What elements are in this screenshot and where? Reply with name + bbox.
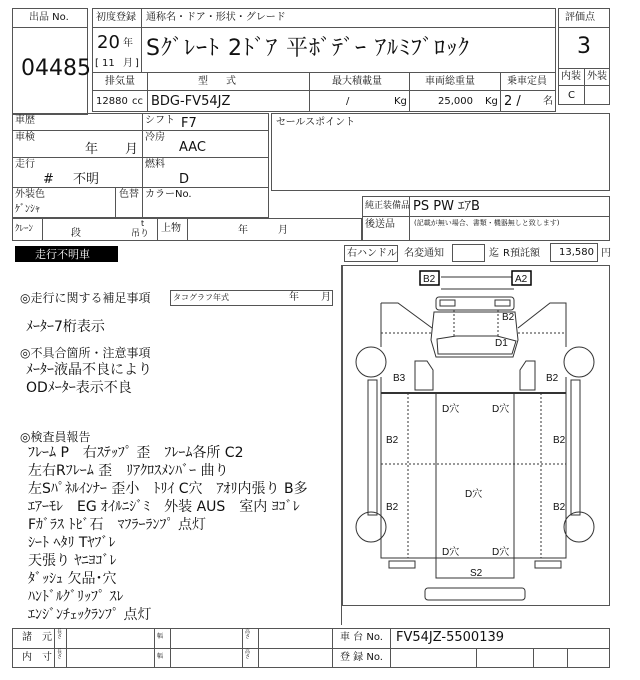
mileage-label: 走行 bbox=[15, 159, 35, 170]
exterior-grade bbox=[584, 85, 610, 105]
wheel-front-left bbox=[356, 347, 386, 377]
inspection-year: 年 bbox=[85, 142, 99, 157]
row-divider bbox=[12, 648, 610, 649]
damage-mark: B2 bbox=[553, 502, 566, 513]
col-divider bbox=[54, 628, 55, 668]
kg-unit: Kg bbox=[394, 96, 407, 107]
roof-light bbox=[440, 300, 455, 306]
model-label: 型 式 bbox=[198, 76, 240, 87]
max-load-label: 最大積載量 bbox=[332, 76, 382, 87]
reg-month-unit: 月 bbox=[123, 58, 133, 69]
col-divider bbox=[332, 628, 333, 668]
damage-mark: B2 bbox=[546, 373, 559, 384]
note-line: ﾌﾚｰﾑ P 右ｽﾃｯﾌﾟ 歪 ﾌﾚｰﾑ各所 C2 bbox=[28, 445, 244, 461]
col-divider bbox=[258, 628, 259, 668]
fuel-box bbox=[142, 157, 269, 188]
inspector-notes bbox=[28, 444, 308, 624]
until-label: 迄 bbox=[489, 248, 499, 259]
handle: 右ハンドル bbox=[347, 248, 397, 259]
right-step bbox=[571, 380, 580, 515]
model-box bbox=[147, 90, 310, 112]
vehicle-damage-diagram bbox=[342, 265, 610, 607]
unknown-mileage-badge bbox=[15, 246, 118, 262]
exterior-header bbox=[584, 68, 610, 86]
bracket-open: [ bbox=[95, 58, 99, 69]
col-divider bbox=[66, 628, 67, 668]
note-line: ﾀﾞｯｼｭ 欠品･穴 bbox=[28, 571, 117, 587]
first-reg-header bbox=[92, 8, 142, 28]
color-no-box bbox=[142, 187, 269, 218]
crane-label: ｸﾚｰﾝ bbox=[15, 224, 34, 234]
history-label: 車歴 bbox=[15, 115, 35, 126]
tacho-month: 月 bbox=[321, 292, 331, 303]
height-label: 高さ bbox=[245, 649, 251, 660]
upper-box bbox=[187, 218, 362, 241]
equipment-box bbox=[409, 196, 610, 217]
damage-mark: B2 bbox=[423, 274, 436, 285]
fuel-label: 燃料 bbox=[145, 159, 165, 170]
col-divider bbox=[476, 648, 477, 668]
score: 3 bbox=[577, 34, 591, 59]
upper-month: 月 bbox=[278, 225, 288, 236]
inspection-month: 月 bbox=[125, 142, 139, 157]
reg-month: 11 bbox=[102, 58, 115, 69]
mileage-notes-title: ◎走行に関する補足事項 bbox=[20, 291, 151, 305]
later-label: 後送品 bbox=[365, 219, 395, 230]
rear-mudguard bbox=[535, 561, 561, 568]
later-label-box bbox=[362, 216, 410, 241]
length-label: 長さ bbox=[57, 629, 63, 640]
registration-label: 登 録 No. bbox=[340, 652, 383, 663]
max-load: / bbox=[346, 96, 350, 107]
crane-hoist: 吊り bbox=[131, 229, 150, 239]
damage-mark: A2 bbox=[515, 274, 528, 285]
damage-mark: D穴 bbox=[492, 547, 510, 558]
inner-label: 内 寸 bbox=[22, 652, 52, 663]
sales-point-box bbox=[271, 113, 610, 191]
damage-mark: S2 bbox=[470, 568, 483, 579]
equipment-label: 純正装備品 bbox=[365, 201, 411, 211]
left-step bbox=[368, 380, 377, 515]
note-line: 天張り ﾔﾆﾖｺﾞﾚ bbox=[28, 553, 117, 569]
later-note: (記載が無い場合、書類・機器無しと致します) bbox=[414, 219, 560, 227]
later-box bbox=[409, 216, 610, 241]
mileage-box bbox=[12, 157, 143, 188]
model: BDG-FV54JZ bbox=[151, 94, 231, 109]
upper-year: 年 bbox=[238, 225, 248, 236]
displacement-label: 排気量 bbox=[105, 76, 135, 87]
recycle-fee: 13,580 bbox=[559, 247, 594, 258]
damage-mark: D穴 bbox=[465, 489, 483, 500]
damage-mark: D穴 bbox=[442, 547, 460, 558]
col-divider bbox=[390, 628, 391, 668]
wheel-rear-right bbox=[564, 512, 594, 542]
gross-label: 車両総重量 bbox=[425, 76, 475, 87]
note-line: ﾒｰﾀｰ液晶不良により bbox=[26, 362, 152, 378]
width-label: 幅 bbox=[157, 633, 164, 640]
inspector-title: ◎検査員報告 bbox=[20, 430, 91, 444]
sales-point-label: セールスポイント bbox=[276, 117, 356, 128]
right-mirror bbox=[520, 361, 535, 390]
note-line: ｴﾝｼﾞﾝﾁｪｯｸﾗﾝﾌﾟ 点灯 bbox=[28, 607, 152, 623]
spec-label: 諸 元 bbox=[22, 632, 52, 643]
note-line: Fｶﾞﾗｽ ﾄﾋﾞ石 ﾏﾌﾗｰﾗﾝﾌﾟ 点灯 bbox=[28, 517, 206, 533]
reg-year: 20 bbox=[97, 32, 120, 53]
note-line: ODﾒｰﾀｰ表示不良 bbox=[26, 380, 132, 396]
gross-header bbox=[409, 72, 501, 91]
color: ｹﾞﾝｼｬ bbox=[15, 204, 40, 215]
note-line: 左右Rﾌﾚｰﾑ 歪 ﾘｱｸﾛｽﾒﾝﾊﾞｰ 曲り bbox=[28, 463, 229, 479]
fuel: D bbox=[179, 172, 190, 187]
color-change-label: 色替 bbox=[119, 189, 139, 200]
ac: AAC bbox=[179, 140, 206, 155]
displacement-header bbox=[92, 72, 148, 91]
shift-label: シフト bbox=[145, 115, 175, 126]
name-change-label: 名変通知 bbox=[404, 248, 444, 259]
note-line: ﾒｰﾀｰ7桁表示 bbox=[26, 319, 105, 335]
col-divider bbox=[170, 628, 171, 668]
color-label: 外装色 bbox=[15, 189, 45, 200]
inspection-label: 車検 bbox=[15, 132, 35, 143]
mileage: 不明 bbox=[73, 172, 100, 187]
first-reg-box bbox=[92, 27, 142, 73]
col-divider bbox=[154, 628, 155, 668]
score-label: 評価点 bbox=[565, 12, 595, 23]
crane-label-box bbox=[12, 218, 43, 241]
lot-no-box bbox=[12, 27, 91, 115]
model-header bbox=[147, 72, 310, 91]
tachograph-box bbox=[170, 290, 333, 306]
ac-label: 冷房 bbox=[145, 132, 165, 143]
right-hand-drive-box bbox=[344, 245, 398, 262]
upper-label-box bbox=[157, 218, 188, 241]
wheel-front-right bbox=[564, 347, 594, 377]
ac-box bbox=[142, 130, 269, 158]
color-change-box bbox=[115, 187, 143, 218]
height-label: 高さ bbox=[245, 629, 251, 640]
roof-light bbox=[495, 300, 510, 306]
damage-mark: B2 bbox=[386, 435, 399, 446]
rear-bumper bbox=[425, 588, 525, 600]
exterior-label: 外装 bbox=[587, 71, 607, 82]
first-reg-label: 初度登録 bbox=[96, 12, 136, 23]
interior-grade bbox=[558, 85, 585, 105]
capacity-header bbox=[500, 72, 556, 91]
interior-header bbox=[558, 68, 585, 86]
recycle-label: R預託額 bbox=[503, 248, 540, 259]
note-line: ﾊﾝﾄﾞﾙｸﾞﾘｯﾌﾟ ｽﾚ bbox=[28, 589, 124, 605]
width-label: 幅 bbox=[157, 653, 164, 660]
inspection-box bbox=[12, 130, 143, 158]
chassis-no: FV54JZ-5500139 bbox=[396, 630, 505, 645]
name-label: 通称名・ドア・形状・グレード bbox=[146, 12, 286, 23]
upper-label: 上物 bbox=[161, 223, 181, 234]
damage-mark: D1 bbox=[495, 338, 508, 349]
max-load-header bbox=[309, 72, 410, 91]
reg-year-unit: 年 bbox=[123, 38, 133, 49]
crane-t: t bbox=[141, 219, 145, 228]
col-divider bbox=[242, 628, 243, 668]
damage-mark: B3 bbox=[393, 373, 406, 384]
grade: Sｸﾞﾚｰﾄ 2ﾄﾞｱ 平ﾎﾞﾃﾞｰ ｱﾙﾐﾌﾞﾛｯｸ bbox=[146, 36, 470, 61]
defect-title: ◎不具合箇所・注意事項 bbox=[20, 346, 151, 360]
lot-no-header bbox=[12, 8, 88, 28]
bracket-close: ] bbox=[135, 58, 139, 69]
name-header bbox=[141, 8, 556, 28]
crane-box bbox=[42, 218, 158, 241]
defect-notes bbox=[26, 361, 152, 397]
equipment-label-box bbox=[362, 196, 410, 217]
color-no-label: カラーNo. bbox=[145, 189, 192, 200]
damage-mark: B2 bbox=[553, 435, 566, 446]
tacho-year: 年 bbox=[289, 292, 299, 303]
score-box bbox=[558, 27, 610, 69]
shift-box bbox=[142, 113, 269, 131]
displacement-box bbox=[92, 90, 148, 112]
left-mirror bbox=[415, 361, 433, 390]
rear-mudguard bbox=[389, 561, 415, 568]
lot-no: 04485 bbox=[21, 56, 91, 81]
note-line: ｴｱｰﾓﾚ EG ｵｲﾙﾆｼﾞﾐ 外装 AUS 室内 ﾖｺﾞﾚ bbox=[28, 499, 300, 515]
displacement: 12880 bbox=[96, 96, 128, 107]
chassis-label: 車 台 No. bbox=[340, 632, 383, 643]
badge-text: 走行不明車 bbox=[35, 248, 90, 261]
mileage-mark: # bbox=[43, 172, 54, 187]
grade-box bbox=[141, 27, 556, 73]
interior-label: 内装 bbox=[561, 71, 581, 82]
damage-mark: D穴 bbox=[442, 404, 460, 415]
damage-mark: B2 bbox=[386, 502, 399, 513]
damage-mark: B2 bbox=[502, 312, 515, 323]
gross-box bbox=[409, 90, 501, 112]
recycle-box bbox=[550, 243, 598, 262]
damage-mark: D穴 bbox=[492, 404, 510, 415]
name-change-box bbox=[452, 244, 485, 262]
capacity-box bbox=[500, 90, 556, 112]
shift: F7 bbox=[181, 116, 197, 131]
score-header bbox=[558, 8, 610, 28]
capacity: 2 / bbox=[504, 94, 521, 109]
diagram-frame bbox=[343, 266, 610, 606]
col-divider bbox=[533, 648, 534, 668]
equipment: PS PW ｴｱB bbox=[413, 199, 480, 214]
length-label: 長さ bbox=[57, 649, 63, 660]
capacity-unit: 名 bbox=[543, 96, 553, 107]
capacity-label: 乗車定員 bbox=[507, 76, 547, 87]
cab-roof bbox=[436, 297, 514, 310]
color-box bbox=[12, 187, 116, 218]
kg-unit: Kg bbox=[485, 96, 498, 107]
body-outline bbox=[381, 303, 566, 558]
crane-stage: 段 bbox=[71, 228, 81, 239]
interior-value: C bbox=[568, 90, 575, 101]
yen-label: 円 bbox=[601, 248, 611, 259]
lot-no-label: 出品 No. bbox=[29, 12, 69, 23]
col-divider bbox=[567, 648, 568, 668]
note-line: 左Sﾊﾟﾈﾙｲﾝﾅｰ 歪小 ﾄﾘｲ C穴 ｱｵﾘ内張り B多 bbox=[28, 481, 308, 497]
history-box bbox=[12, 113, 143, 131]
tacho-label: タコグラフ年式 bbox=[173, 293, 229, 302]
note-line: ｼｰﾄ ﾍﾀﾘ Tﾔﾌﾞﾚ bbox=[28, 535, 116, 551]
cc-unit: cc bbox=[132, 96, 143, 107]
max-load-box bbox=[309, 90, 410, 112]
gross: 25,000 bbox=[438, 96, 473, 107]
mileage-notes bbox=[26, 318, 105, 336]
